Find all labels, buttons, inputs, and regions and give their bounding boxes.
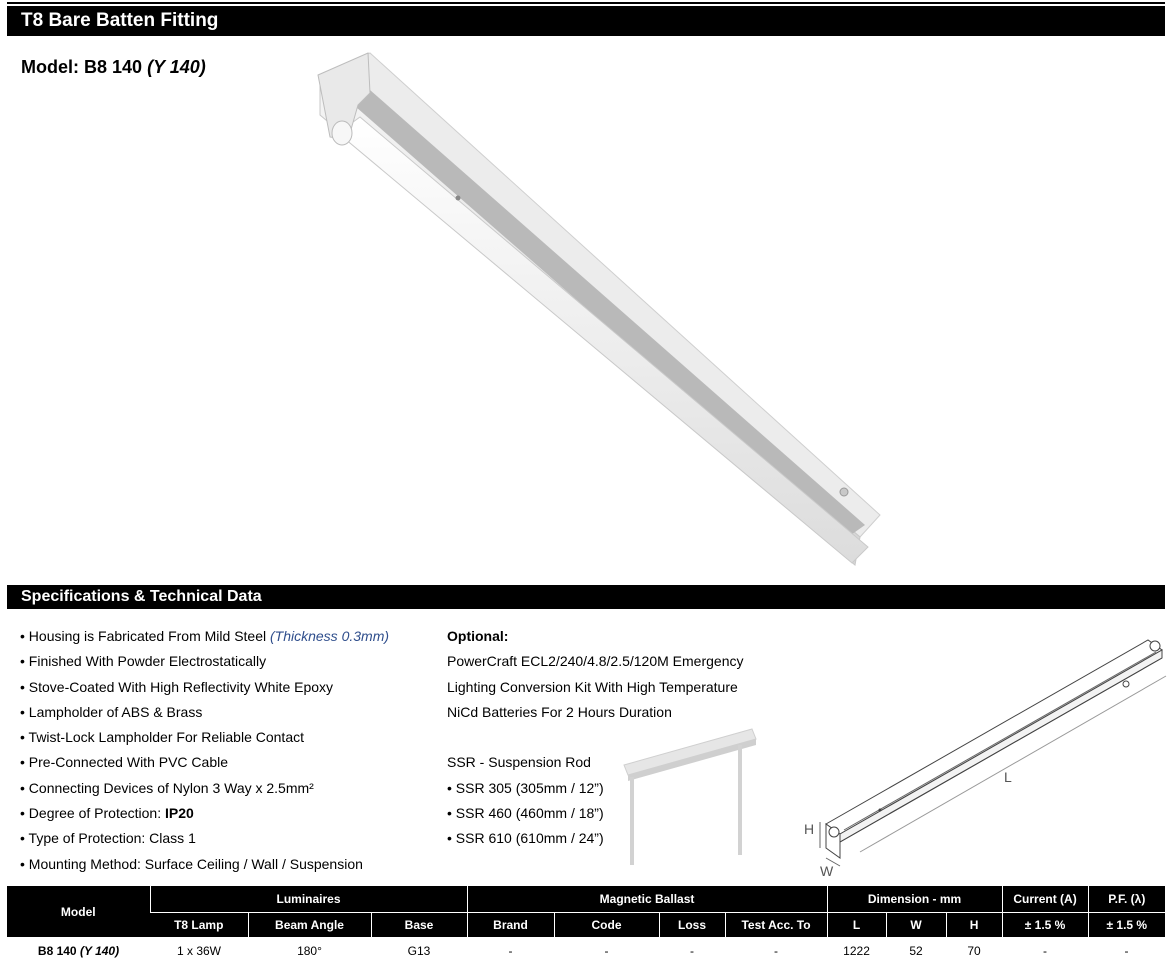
ssr-item: • SSR 610 (610mm / 24”): [447, 830, 604, 847]
group-header-ballast: Magnetic Ballast: [467, 886, 827, 913]
table-cell-model: B8 140 (Y 140): [37, 944, 120, 958]
col-header: Beam Angle: [248, 913, 371, 938]
spec-bullet: • Stove-Coated With High Reflectivity White Epoxy: [20, 678, 334, 695]
table-cell: -: [690, 944, 695, 958]
model-label: Model:: [21, 57, 79, 77]
specs-section-title: Specifications & Technical Data: [7, 585, 1165, 609]
top-rule: [7, 2, 1165, 4]
table-row: [7, 937, 1165, 965]
spec-bullet: • Type of Protection: Class 1: [20, 830, 196, 847]
thickness-note: (Thickness 0.3mm): [270, 628, 390, 644]
col-header: W: [886, 913, 946, 938]
col-header: Brand: [467, 913, 554, 938]
model-code: B8 140: [84, 57, 143, 77]
ssr-item: • SSR 305 (305mm / 12”): [447, 779, 604, 796]
spec-bullet: • Twist-Lock Lampholder For Reliable Contact: [20, 729, 305, 746]
spec-bullet: • Finished With Powder Electrostatically: [20, 653, 267, 670]
spec-bullet: • Housing is Fabricated From Mild Steel (Thickness 0.3mm): [20, 628, 390, 644]
dim-label-l: L: [1004, 769, 1012, 785]
table-cell: G13: [407, 944, 431, 958]
optional-line: PowerCraft ECL2/240/4.8/2.5/120M Emergency: [447, 653, 744, 670]
col-header-model: Model: [7, 886, 150, 937]
page-title: T8 Bare Batten Fitting: [7, 6, 1165, 36]
dimension-diagram: [800, 636, 1170, 881]
col-header: Loss: [659, 913, 725, 938]
table-cell: -: [774, 944, 779, 958]
col-header: Base: [371, 913, 467, 938]
group-header-current: Current (A): [1002, 886, 1088, 913]
table-cell: 180°: [297, 944, 322, 958]
table-cell: 1222: [843, 944, 870, 958]
table-cell: -: [604, 944, 609, 958]
optional-line: NiCd Batteries For 2 Hours Duration: [447, 703, 672, 720]
spec-bullet-list: [20, 626, 389, 879]
spec-bullet: • Connecting Devices of Nylon 3 Way x 2.5mm²: [20, 779, 314, 796]
group-header-luminaires: Luminaires: [150, 886, 467, 913]
table-cell: -: [1124, 944, 1129, 958]
col-header: ± 1.5 %: [1088, 913, 1165, 938]
model-alt: (Y 140): [147, 57, 206, 77]
group-header-pf: P.F. (λ): [1088, 886, 1165, 913]
group-header-dimension: Dimension - mm: [827, 886, 1002, 913]
spec-bullet: • Degree of Protection: IP20: [20, 805, 194, 822]
table-cell: -: [508, 944, 513, 958]
col-header: Test Acc. To: [725, 913, 827, 938]
dim-label-w: W: [820, 863, 834, 879]
table-cell: 1 x 36W: [176, 944, 221, 958]
col-header: L: [827, 913, 886, 938]
model-line: [21, 57, 206, 78]
col-header: ± 1.5 %: [1002, 913, 1088, 938]
dim-label-h: H: [804, 821, 815, 837]
batten-product-image: [300, 45, 890, 570]
col-header: Code: [554, 913, 659, 938]
ip-rating: IP20: [164, 805, 194, 822]
ssr-title: SSR - Suspension Rod: [447, 754, 591, 771]
ssr-item: • SSR 460 (460mm / 18”): [447, 805, 604, 822]
optional-title: Optional:: [447, 628, 509, 644]
spec-bullet: • Pre-Connected With PVC Cable: [20, 754, 228, 771]
suspension-rod-image: [620, 725, 760, 870]
table-cell: 70: [967, 944, 981, 958]
spec-bullet: • Mounting Method: Surface Ceiling / Wall / Suspension: [20, 855, 363, 872]
spec-bullet: • Lampholder of ABS & Brass: [20, 703, 203, 720]
table-cell: -: [1043, 944, 1048, 958]
optional-line: Lighting Conversion Kit With High Temperature: [447, 678, 738, 695]
col-header: H: [946, 913, 1002, 938]
col-header: T8 Lamp: [150, 913, 248, 938]
spec-table: [7, 886, 1165, 965]
table-cell: 52: [909, 944, 923, 958]
